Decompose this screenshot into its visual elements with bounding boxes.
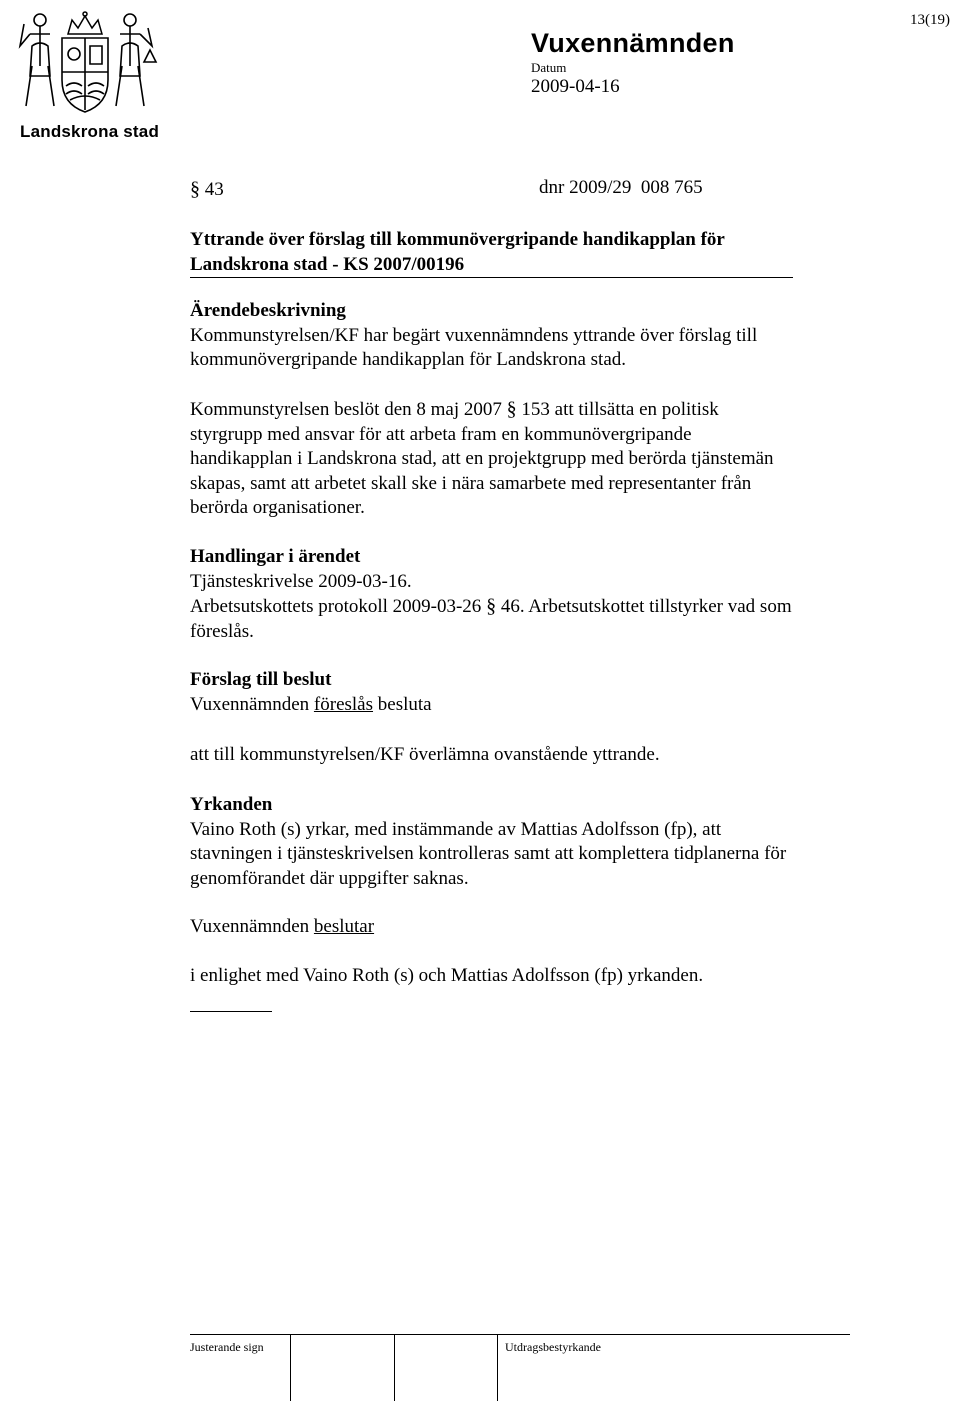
paragraph-symbol: § [506, 398, 517, 420]
arendebeskrivning-paragraph-2 [190, 397, 774, 521]
forslag-decision: att till kommunstyrelsen/KF överlämna ovanstående yttrande. [190, 744, 660, 765]
paragraph-line: berörda organisationer. [190, 497, 365, 518]
paragraph-line [190, 397, 774, 423]
handlingar-line [190, 594, 792, 620]
paragraph-symbol: § [486, 595, 497, 617]
section-number-value: 43 [204, 179, 224, 200]
beslut-line-1 [190, 915, 374, 940]
logo-text: Landskrona stad [20, 122, 160, 141]
handlingar-section [190, 545, 792, 644]
underlined-text: beslutar [313, 916, 375, 937]
forslag-line [190, 693, 432, 718]
yrkanden-line: stavningen i tjänsteskrivelsen kontrolleras samt att komplettera tidplanerna för [190, 843, 787, 864]
page-number: 13(19) [910, 12, 950, 28]
footer-divider [394, 1335, 395, 1401]
end-rule [190, 1011, 272, 1012]
text-span: Kommunstyrelsen beslöt den 8 maj 2007 [190, 399, 507, 420]
handlingar-line: föreslås. [190, 620, 254, 642]
text-span: 46. Arbetsutskottet tillstyrker vad som [496, 596, 792, 617]
arendebeskrivning-line: kommunövergripande handikapplan för Landskrona stad. [190, 349, 627, 370]
date-value: 2009-04-16 [531, 76, 620, 97]
utdragsbestyrkande-label: Utdragsbestyrkande [505, 1340, 601, 1354]
handlingar-heading: Handlingar i ärendet [190, 546, 361, 567]
forslag-heading: Förslag till beslut [190, 669, 332, 690]
title-line-2: Landskrona stad - KS 2007/00196 [190, 252, 793, 278]
arendebeskrivning-line: Kommunstyrelsen/KF har begärt vuxennämndens yttrande över förslag till [190, 324, 758, 346]
committee-name: Vuxennämnden [531, 28, 735, 58]
text-span: besluta [373, 693, 432, 715]
paragraph-symbol: § [190, 178, 200, 200]
footer-divider [497, 1335, 498, 1401]
arendebeskrivning-heading: Ärendebeskrivning [190, 300, 346, 321]
text-span: Vuxennämnden [190, 916, 314, 937]
beslut-line-2: i enlighet med Vaino Roth (s) och Mattias Adolfsson (fp) yrkanden. [190, 965, 704, 986]
yrkanden-section [190, 793, 786, 891]
document-title [190, 227, 800, 278]
paragraph-line: handikapplan i Landskrona stad, att en projektgrupp med berörda tjänstemän [190, 448, 774, 469]
landskrona-coat-of-arms-logo [10, 6, 160, 140]
section-number [190, 177, 224, 203]
forslag-section [190, 668, 432, 717]
text-span: 153 att tillsätta en politisk [516, 399, 719, 420]
footer-rule [190, 1334, 850, 1335]
yrkanden-line: Vaino Roth (s) yrkar, med instämmande av Mattias Adolfsson (fp), att [190, 818, 722, 840]
footer-divider [290, 1335, 291, 1401]
diary-number: dnr 2009/29 008 765 [539, 177, 703, 198]
paragraph-line: styrgrupp med ansvar för att arbeta fram en kommunövergripande [190, 423, 692, 445]
date-label: Datum [531, 60, 567, 75]
title-line-1: Yttrande över förslag till kommunövergripande handikapplan för [190, 229, 725, 250]
paragraph-line: skapas, samt att arbetet skall ske i nära samarbete med representanter från [190, 472, 752, 494]
justerande-sign-label: Justerande sign [190, 1340, 264, 1354]
text-span: Vuxennämnden [190, 693, 314, 715]
underlined-text: föreslås [313, 693, 374, 715]
arendebeskrivning-section [190, 299, 757, 373]
coat-of-arms-icon [10, 6, 160, 118]
yrkanden-line: genomförandet där uppgifter saknas. [190, 867, 469, 889]
text-span: Arbetsutskottets protokoll 2009-03-26 [190, 596, 487, 617]
handlingar-line: Tjänsteskrivelse 2009-03-16. [190, 570, 412, 592]
yrkanden-heading: Yrkanden [190, 794, 273, 815]
